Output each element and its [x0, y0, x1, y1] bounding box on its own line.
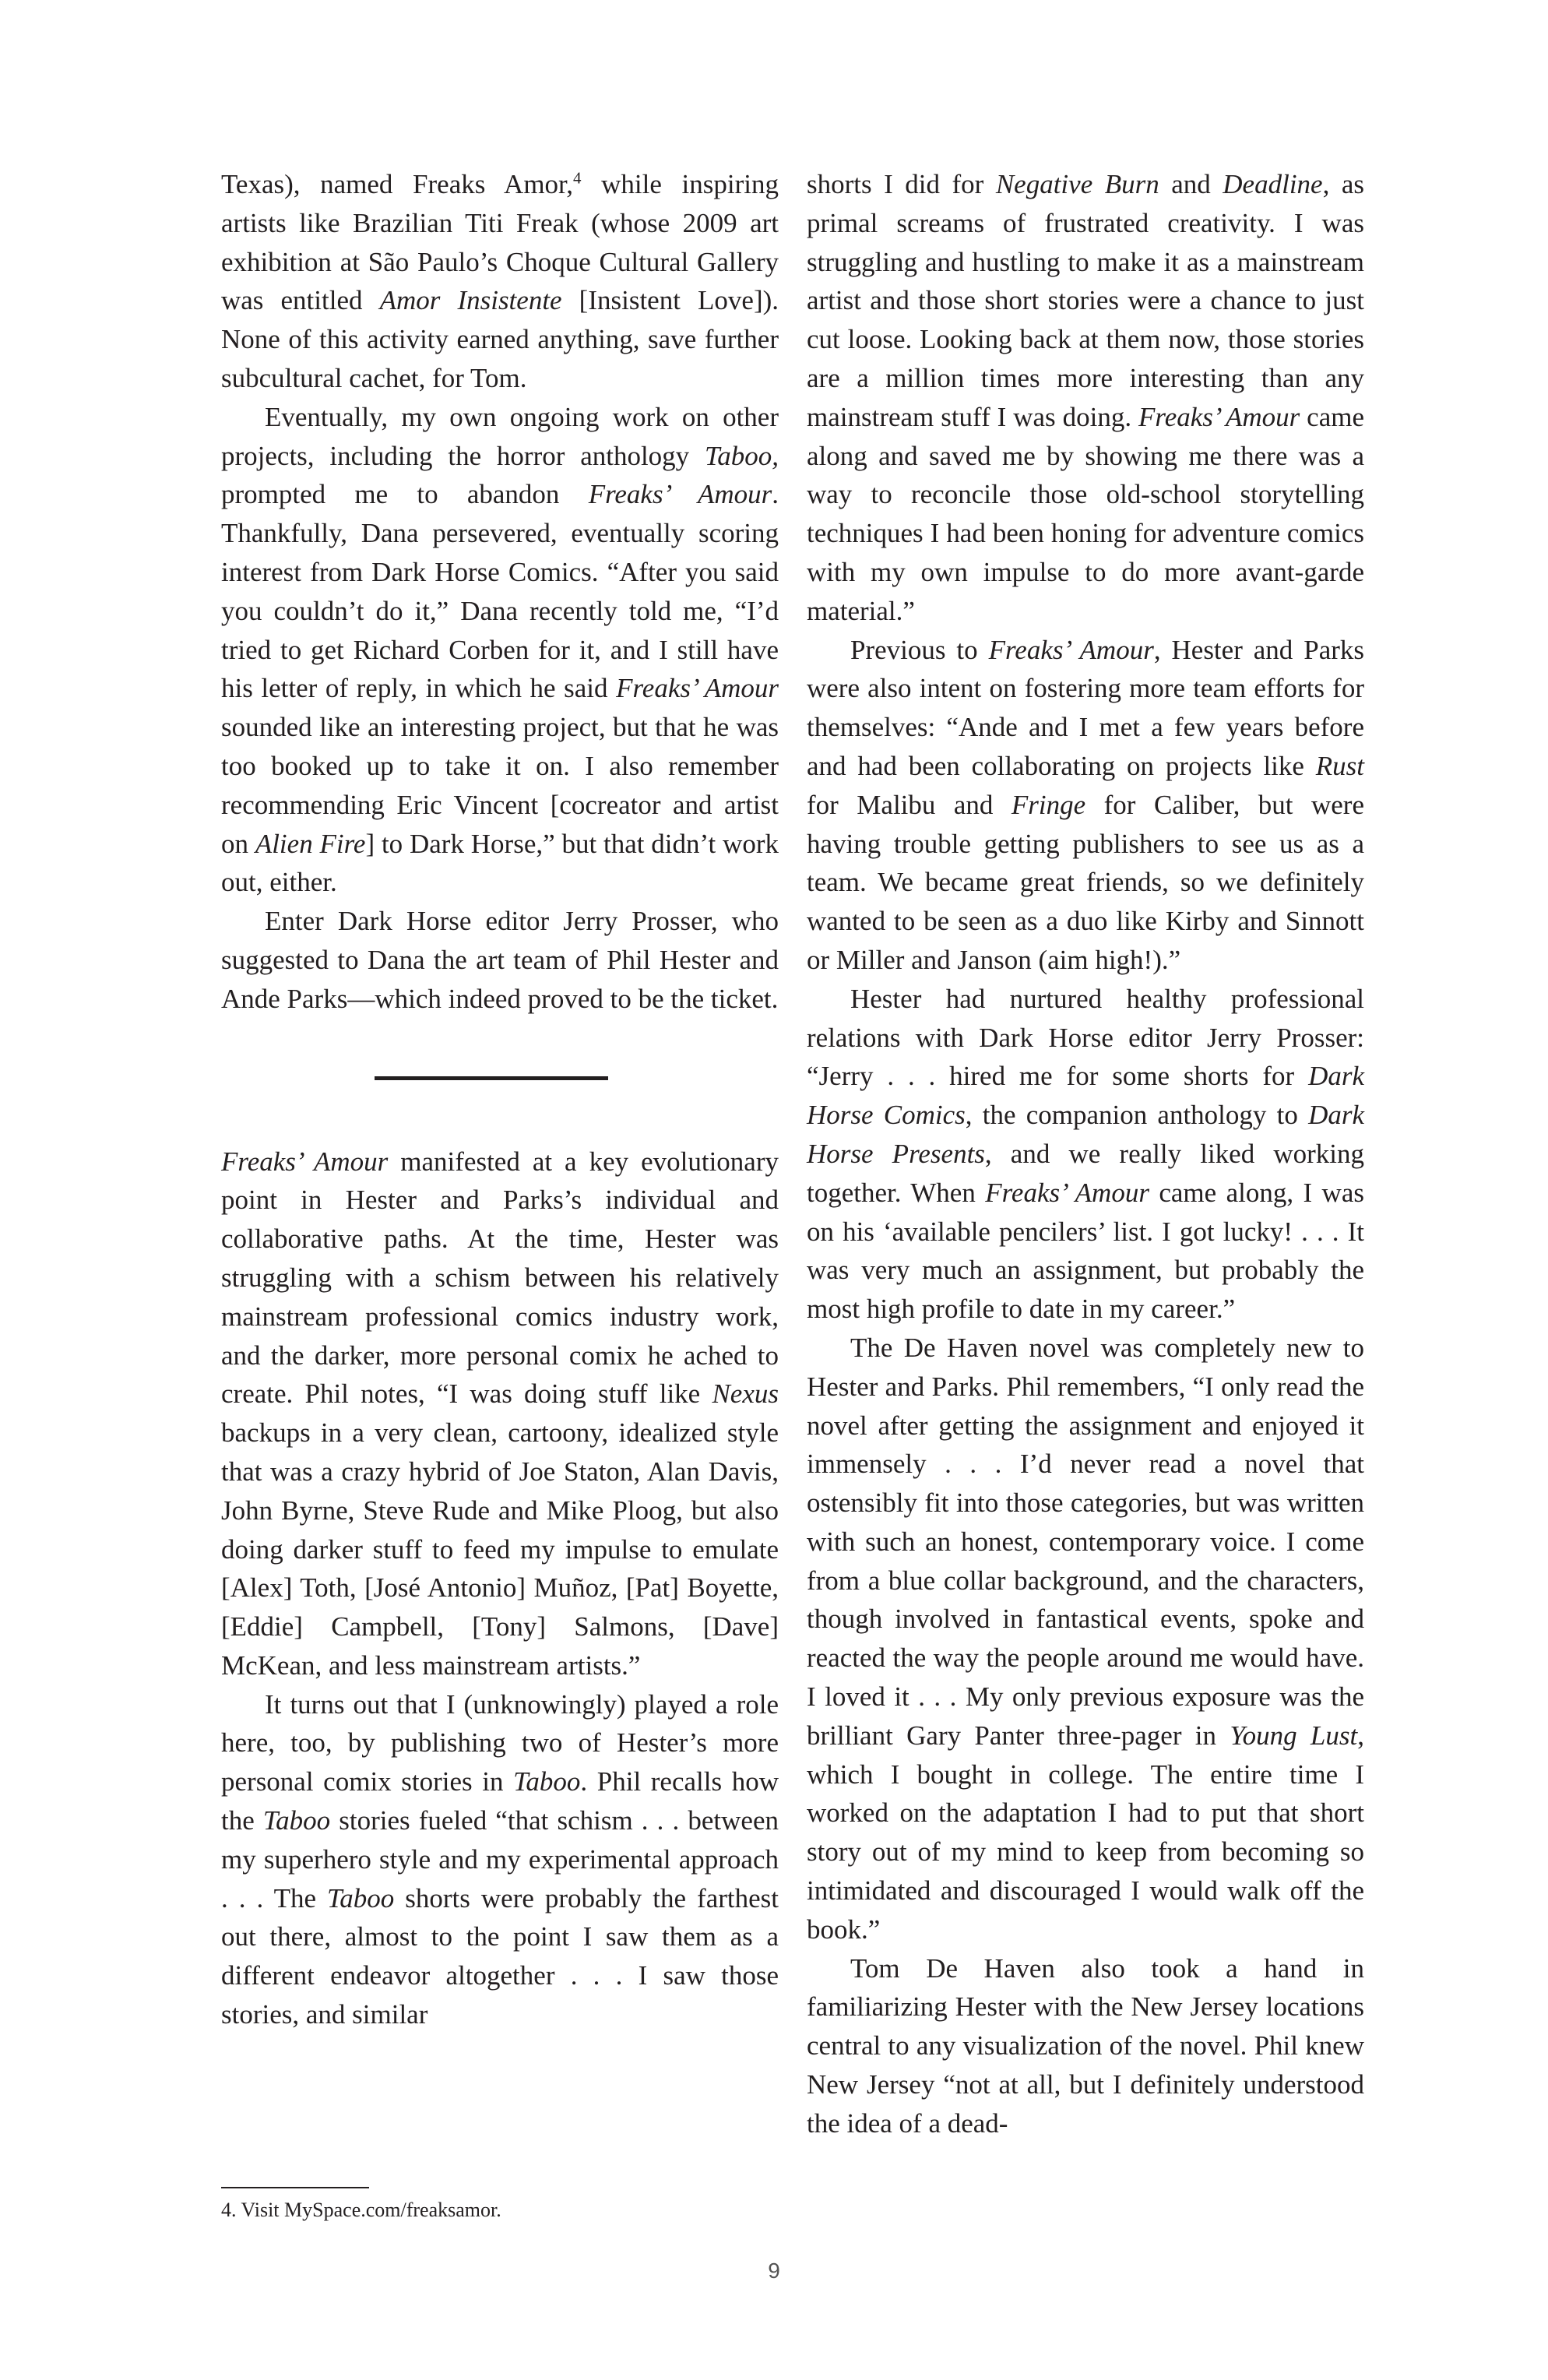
- paragraph: Enter Dark Horse editor Jerry Prosser, who suggested to Dana the art team of Phil Hester and Ande Parks—which indeed proved to be the ticket.: [221, 906, 779, 1014]
- paragraph: Previous to Freaks’ Amour, Hester and Parks were also intent on fostering more team efforts for themselves: “Ande and I met a few years before and had been collaborating on projects like Rust for Malibu and Fringe for Caliber, but were having trouble getting publishers to see us as a team. We became great friends, so we definitely wanted to be seen as a duo like Kirby and Sinnott or Miller and Janson (aim high!).”: [807, 634, 1365, 975]
- paragraph: Hester had nurtured healthy professional relations with Dark Horse editor Jerry Prosser: “Jerry . . . hired me for some shorts for Dark Horse Comics, the companion anthology to Dark Horse Presents, and we really liked working together. When Freaks’ Amour came along, I was on his ‘available pencilers’ list. I got lucky! . . . It was very much an assignment, but probably the most high profile to date in my career.”: [807, 983, 1364, 1325]
- footnote: 4. Visit MySpace.com/freaksamor.: [221, 2199, 501, 2221]
- paragraph: It turns out that I (unknowingly) played a role here, too, by publishing two of Hester’s more personal comix stories in Taboo. Phil recalls how the Taboo stories fueled “that schism . . . between my superhero style and my experimental approach . . . The Taboo shorts were probably the farthest out there, almost to the point I saw them as a different endeavor altogether . . . I saw those stories, and similar: [221, 1688, 779, 2030]
- page-number: 9: [768, 2259, 780, 2283]
- footnote-ref: 4: [573, 168, 582, 188]
- left-column: [221, 165, 779, 2034]
- paragraph: Freaks’ Amour manifested at a key evolutionary point in Hester and Parks’s individual and collaborative paths. At the time, Hester was struggling with a schism between his relatively mainstream professional comics industry work, and the darker, more personal comix he ached to create. Phil notes, “I was doing stuff like Nexus backups in a very clean, cartoony, idealized style that was a crazy hybrid of Joe Staton, Alan Davis, John Byrne, Steve Rude and Mike Ploog, but also doing darker stuff to feed my impulse to emulate [Alex] Toth, [José Antonio] Muñoz, [Pat] Boyette, [Eddie] Campbell, [Tony] Salmons, [Dave] McKean, and less mainstream artists.”: [221, 1146, 779, 1681]
- paragraph: The De Haven novel was completely new to Hester and Parks. Phil remembers, “I only read the novel after getting the assignment and enjoyed it immensely . . . I’d never read a novel that ostensibly fit into those categories, but was written with such an honest, contemporary voice. I come from a blue collar background, and the characters, though involved in fantastical events, spoke and reacted the way the people around me would have. I loved it . . . My only previous exposure was the brilliant Gary Panter three-pager in Young Lust, which I bought in college. The entire time I worked on the adaptation I had to put that short story out of my mind to keep from becoming so intimidated and discouraged I would walk off the book.”: [807, 1332, 1364, 1945]
- section-divider: [375, 1076, 608, 1080]
- paragraph: Eventually, my own ongoing work on other projects, including the horror anthology Taboo, prompted me to abandon Freaks’ Amour. Thankfully, Dana persevered, eventually scoring interest from Dark Horse Comics. “After you said you couldn’t do it,” Dana recently told me, “I’d tried to get Richard Corben for it, and I still have his letter of reply, in which he said Freaks’ Amour sounded like an interesting project, but that he was too booked up to take it on. I also remember recommending Eric Vincent [cocreator and artist on Alien Fire] to Dark Horse,” but that didn’t work out, either.: [221, 401, 779, 898]
- paragraph: Tom De Haven also took a hand in familiarizing Hester with the New Jersey locations central to any visualization of the novel. Phil knew New Jersey “not at all, but I definitely understood the idea of a dead-: [807, 1952, 1364, 2139]
- footnote-rule: [221, 2187, 369, 2188]
- right-column: [807, 165, 1364, 2143]
- paragraph: shorts I did for Negative Burn and Deadline, as primal screams of frustrated creativity. I was struggling and hustling to make it as a mainstream artist and those short stories were a chance to just cut loose. Looking back at them now, those stories are a million times more interesting than any mainstream stuff I was doing. Freaks’ Amour came along and saved me by showing me there was a way to reconcile those old-school storytelling techniques I had been honing for adventure comics with my own impulse to do more avant-garde material.”: [807, 169, 1365, 626]
- paragraph: Texas), named Freaks Amor,$^4$ while inspiring artists like Brazilian Titi Freak (whose 2009 art exhibition at São Paulo’s Choque Cultural Gallery was entitled Amor Insistente [Insistent Love]). None of this activity earned anything, save further subcultural cachet, for Tom.: [221, 168, 779, 393]
